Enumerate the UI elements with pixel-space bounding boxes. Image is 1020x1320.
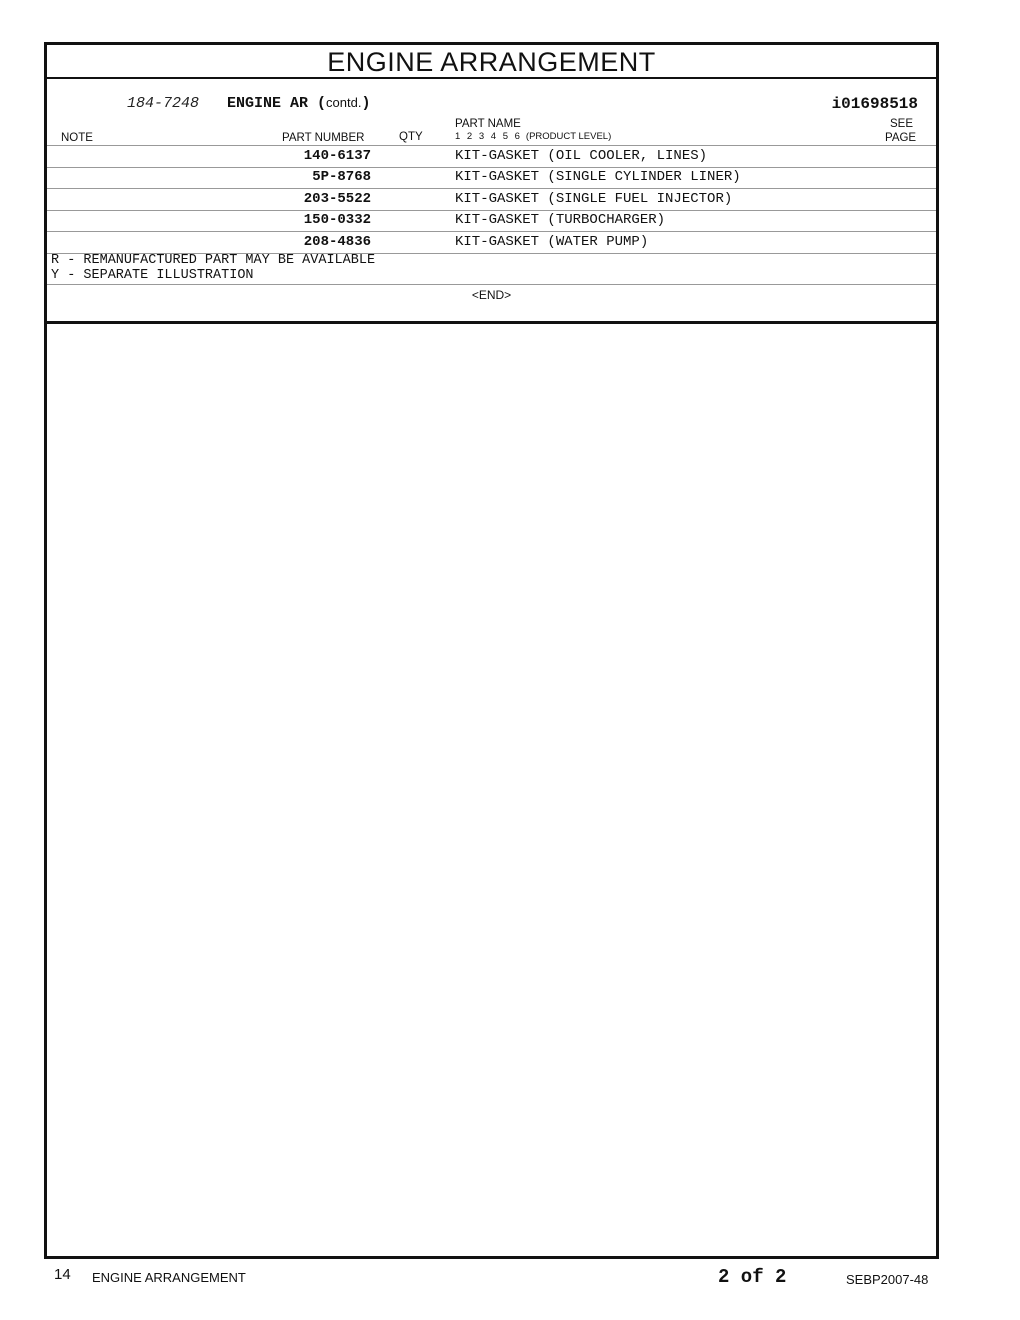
- part-number: 203-5522: [303, 191, 371, 207]
- group-contd: contd.: [326, 95, 362, 110]
- end-marker: <END>: [471, 288, 512, 302]
- col-levels: [455, 131, 611, 142]
- page-of-indicator: 2 of 2: [718, 1266, 787, 1288]
- table-row: [47, 167, 936, 188]
- legend-separate-illustration: Y - SEPARATE ILLUSTRATION: [51, 268, 254, 283]
- part-number: 208-4836: [303, 234, 371, 250]
- group-number: 184-7248: [127, 95, 200, 112]
- parts-list-frame: [44, 42, 939, 1259]
- level-numbers: 1 2 3 4 5 6: [455, 131, 520, 142]
- page-number: 14: [54, 1266, 71, 1283]
- table-row: [47, 232, 936, 253]
- illustration-id: i01698518: [831, 95, 918, 113]
- part-number: 5P-8768: [312, 169, 371, 185]
- part-name: KIT-GASKET (SINGLE CYLINDER LINER): [455, 169, 741, 185]
- part-name: KIT-GASKET (SINGLE FUEL INJECTOR): [455, 191, 733, 207]
- part-number: 150-0332: [303, 212, 371, 228]
- table-row: [47, 146, 936, 167]
- part-name: KIT-GASKET (OIL COOLER, LINES): [455, 148, 708, 164]
- col-part-name: PART NAME: [455, 118, 521, 130]
- footer-section-title: ENGINE ARRANGEMENT: [92, 1270, 246, 1285]
- group-name-close: ): [361, 95, 371, 112]
- legend-notes: [51, 253, 375, 283]
- col-qty: QTY: [399, 131, 423, 143]
- legend-remanufactured: R - REMANUFACTURED PART MAY BE AVAILABLE: [51, 253, 376, 268]
- col-part-number: PART NUMBER: [282, 132, 365, 144]
- col-page: PAGE: [885, 132, 917, 144]
- col-note: NOTE: [61, 132, 93, 144]
- document-number: SEBP2007-48: [846, 1272, 929, 1287]
- col-see: SEE: [890, 118, 914, 130]
- section-divider: [47, 321, 936, 324]
- part-number: 140-6137: [303, 148, 371, 164]
- product-level-label: (PRODUCT LEVEL): [525, 131, 612, 142]
- table-row: [47, 189, 936, 210]
- group-name: [227, 95, 370, 112]
- table-row: [47, 210, 936, 231]
- group-name-text: ENGINE AR (: [227, 95, 327, 112]
- page-title: ENGINE ARRANGEMENT: [47, 45, 936, 79]
- part-name: KIT-GASKET (WATER PUMP): [455, 234, 649, 250]
- part-name: KIT-GASKET (TURBOCHARGER): [455, 212, 666, 228]
- legend-divider: [47, 284, 936, 285]
